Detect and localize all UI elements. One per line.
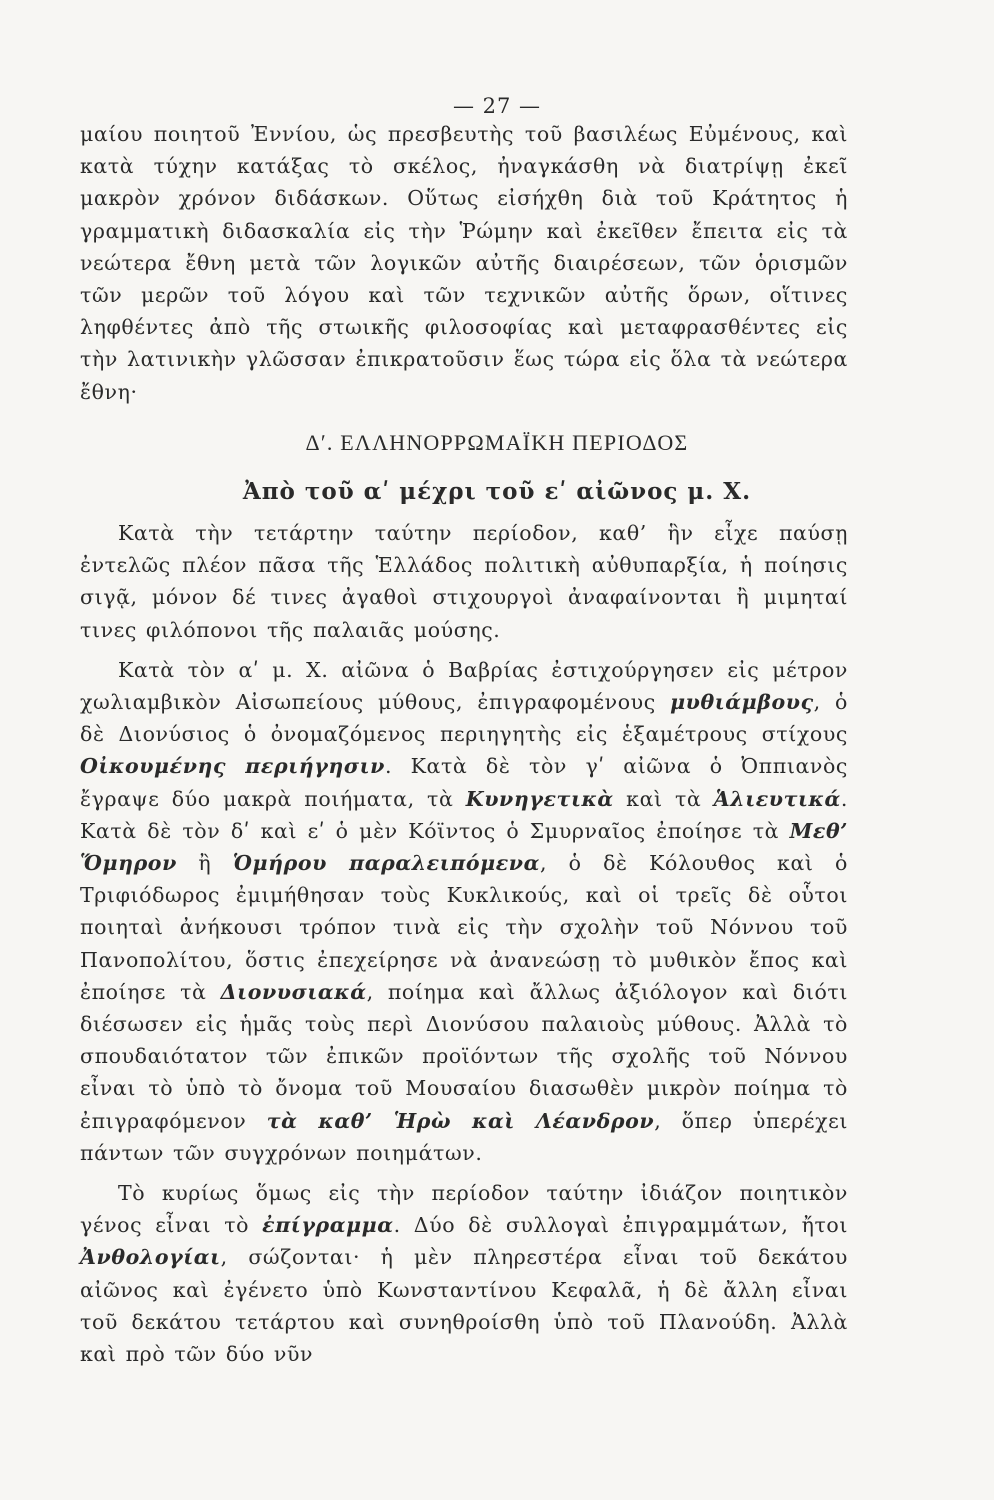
text-run: , ὁ δὲ Διονύσιος ὁ ὀνομαζόμενος περιηγητὴς εἰς ἑξαμέτρους στίχους [80,690,848,747]
section-subheading: Ἀπὸ τοῦ αʹ μέχρι τοῦ εʹ αἰῶνος μ. Χ. [242,478,752,505]
italic-term: Μεθ’ Ὅμηρον [80,818,848,876]
italic-term: ἐπίγραμμα [262,1213,394,1238]
text-run: , ποίημα καὶ ἄλλως ἀξιόλογον καὶ διότι διέσωσεν εἰς ἡμᾶς τοὺς περὶ Διονύσου παλαιοὺς μύθους. Ἀλλὰ τὸ σπουδαιότατον τῶν ἐπικῶν προϊόντων τῆς σχολῆς τοῦ Νόννου εἶναι τὸ ὑπὸ τὸ ὄνομα τοῦ Μουσαίου διασωθὲν μικρὸν ποίημα τὸ ἐπιγραφόμενον [80,979,848,1133]
page-number: — 27 — [452,94,542,118]
italic-term: Ὁμήρου παραλειπόμενα [232,851,541,876]
text-run: , ὁ δὲ Κόλουθος καὶ ὁ Τριφιόδωρος ἐμιμήθησαν τοὺς Κυκλικούς, καὶ οἱ τρεῖς δὲ οὗτοι ποιηταὶ ἀνήκουσι τρόπον τινὰ εἰς τὴν σχολὴν τοῦ Νόννου τοῦ Πανοπολίτου, ὅστις ἐπεχείρησε νὰ ἀνανεώσῃ τὸ μυθικὸν ἔπος καὶ ἐποίησε τὰ [80,851,848,1004]
text-run: ἢ [176,851,233,876]
italic-term: Ἀνθολογίαι [80,1245,221,1270]
italic-term: τὰ καθ’ Ἡρὼ καὶ Λέανδρον [266,1108,655,1133]
italic-term: Κυνηγετικὰ [465,786,614,811]
italic-term: Ἁλιευτικά [713,786,841,811]
text-run: , σώζονται· ἡ μὲν πληρεστέρα εἶναι τοῦ δεκάτου αἰῶνος καὶ ἐγένετο ὑπὸ Κωνσταντίνου Κεφαλᾶ, ἡ δὲ ἄλλη εἶναι τοῦ δεκάτου τετάρτου καὶ συνηθροίσθη ὑπὸ τοῦ Πλανούδη. Ἀλλὰ καὶ πρὸ τῶν δύο νῦν [80,1245,848,1367]
text-run: , ὅπερ ὑπερέχει πάντων τῶν συγχρόνων ποιημάτων. [80,1108,848,1165]
text-run: καὶ τὰ [613,786,714,811]
text-run: . Κατὰ δὲ τὸν γʹ αἰῶνα ὁ Ὀππιανὸς ἔγραψε δύο μακρὰ ποιήματα, τὰ [80,754,848,811]
paragraph-2 [80,654,848,1169]
body-block [80,517,848,1370]
intro-paragraph: μαίου ποιητοῦ Ἐννίου, ὡς πρεσβευτὴς τοῦ βασιλέως Εὐμένους, καὶ κατὰ τύχην κατάξας τὸ σκέλος, ἠναγκάσθη νὰ διατρίψῃ ἐκεῖ μακρὸν χρόνον διδάσκων. Οὕτως εἰσήχθη διὰ τοῦ Κράτητος ἡ γραμματικὴ διδασκαλία εἰς τὴν Ῥώμην καὶ ἐκεῖθεν ἔπειτα εἰς τὰ νεώτερα ἔθνη μετὰ τῶν λογικῶν αὐτῆς διαιρέσεων, τῶν ὁρισμῶν τῶν μερῶν τοῦ λόγου καὶ τῶν τεχνικῶν αὐτῆς ὅρων, οἵτινες ληφθέντες ἀπὸ τῆς στωικῆς φιλοσοφίας καὶ μεταφρασθέντες εἰς τὴν λατινικὴν γλῶσσαν ἐπικρατοῦσιν ἕως τώρα εἰς ὅλα τὰ νεώτερα ἔθνη· [80,122,848,404]
section-heading: Δʹ. ΕΛΛΗΝΟΡΡΩΜΑΪΚΗ ΠΕΡΙΟΔΟΣ [305,430,689,455]
italic-term: Διονυσιακά [220,979,367,1004]
text-run: . Δύο δὲ συλλογαὶ ἐπιγραμμάτων, ἤτοι [393,1213,848,1238]
text-run: . Κατὰ δὲ τὸν δʹ καὶ εʹ ὁ μὲν Κόϊντος ὁ Σμυρναῖος ἐποίησε τὰ [80,786,848,843]
text-run: Κατὰ τὸν αʹ μ. Χ. αἰῶνα ὁ Βαβρίας ἐστιχούργησεν εἰς μέτρον χωλιαμβικὸν Αἰσωπείους μύθους, ἐπιγραφομένους [80,657,848,715]
italic-term: Οἰκουμένης περιήγησιν [80,754,385,779]
paragraph-1: Κατὰ τὴν τετάρτην ταύτην περίοδον, καθ’ ἣν εἶχε παύσῃ ἐντελῶς πλέον πᾶσα τῆς Ἑλλάδος πολιτικὴ αὐθυπαρξία, ἡ ποίησις σιγᾷ, μόνον δέ τινες ἀγαθοὶ στιχουργοὶ ἀναφαίνονται ἢ μιμηταί τινες φιλόπονοι τῆς παλαιᾶς μούσης. [80,521,848,642]
paragraph-3 [80,1177,848,1370]
intro-block [80,118,848,408]
text-run: Τὸ κυρίως ὅμως εἰς τὴν περίοδον ταύτην ἰδιάζον ποιητικὸν γένος εἶναι τὸ [80,1181,848,1238]
italic-term: μυθιάμβους [670,690,814,715]
